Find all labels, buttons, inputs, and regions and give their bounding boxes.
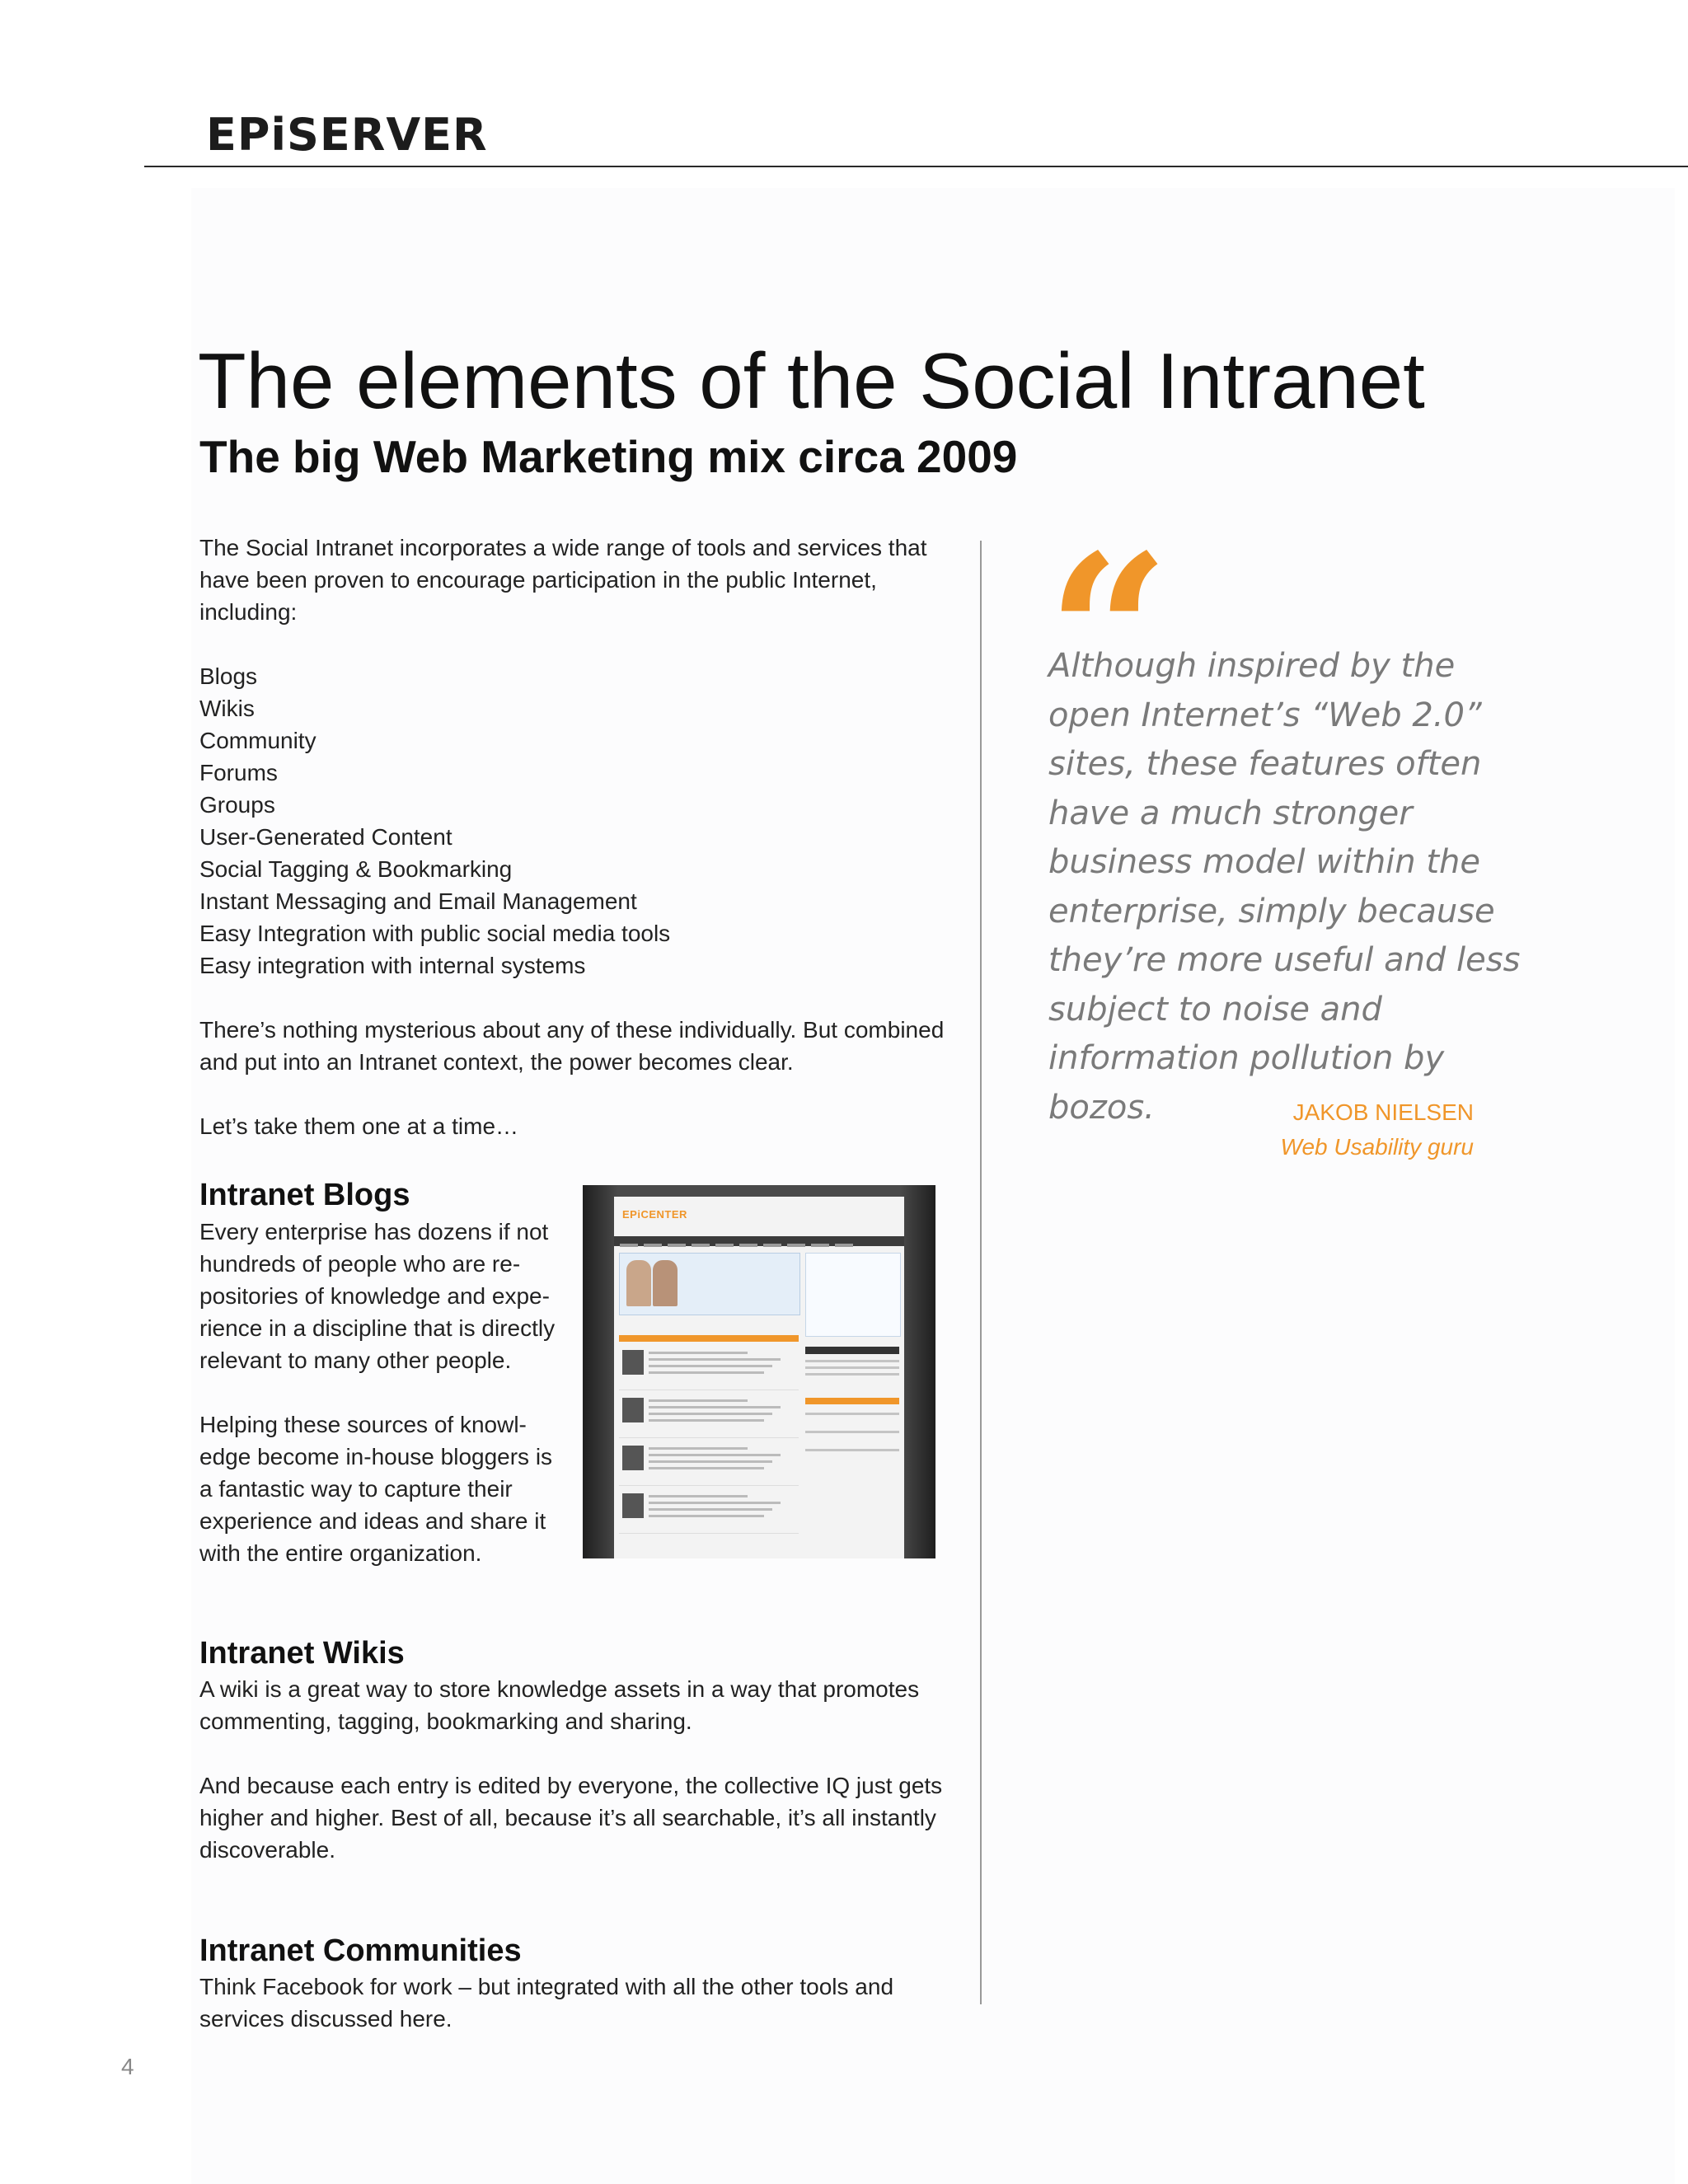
list-item: Blogs — [199, 663, 258, 689]
epicenter-screenshot — [583, 1185, 935, 1558]
intro-text: The Social Intranet incorporates a wide range of tools and services that have been proven to encourage participation in the public Internet, including: — [199, 535, 927, 625]
wikis-paragraph-1: A wiki is a great way to store knowledge assets in a way that promotes commenting, tagging, bookmarking and sharing. — [199, 1676, 920, 1734]
screenshot-sidebar-line — [805, 1413, 899, 1415]
screenshot-section-bar — [619, 1335, 799, 1342]
screenshot-nav — [614, 1236, 904, 1246]
epicenter-logo-prefix: EPi — [622, 1208, 641, 1221]
person-photo — [653, 1260, 678, 1306]
list-item: User-Generated Content — [199, 824, 452, 850]
blogs-heading: Intranet Blogs — [199, 1178, 410, 1212]
screenshot-tag-cloud — [805, 1253, 901, 1337]
list-item: Social Tagging & Bookmarking — [199, 856, 513, 882]
pull-quote: Although inspired by the open Internet’s “Web 2.0” sites, these features often have a much stronger business model within the enterprise, simply because they’re more useful and less subject to noise and information pollution by bozos. — [1048, 647, 1521, 1127]
list-item: Community — [199, 728, 316, 753]
screenshot-page — [614, 1197, 904, 1558]
screenshot-post — [619, 1490, 799, 1534]
list-item: Forums — [199, 760, 278, 785]
feature-list — [199, 660, 670, 982]
list-item: Groups — [199, 792, 275, 818]
blogs-paragraph-1: Every enterprise has dozens if not hundreds of people who are re-positories of knowledge and expe-rience in a discipline that is directly relevant to many other people. — [199, 1219, 556, 1373]
screenshot-sidebar-line — [805, 1373, 899, 1376]
epicenter-logo-suffix: CENTER — [640, 1208, 687, 1221]
screenshot-sidebar-line — [805, 1449, 899, 1451]
epicenter-logo — [622, 1208, 687, 1221]
intro-transition: Let’s take them one at a time… — [199, 1113, 519, 1139]
wikis-paragraph-2: And because each entry is edited by everyone, the collective IQ just gets higher and higher. Best of all, because it’s all searchable, it’s all instantly discoverable. — [199, 1773, 943, 1863]
intro-paragraph: There’s nothing mysterious about any of these individually. But combined and put into an Intranet context, the power becomes clear. — [199, 1017, 945, 1075]
quote-author-role: Web Usability guru — [1280, 1134, 1474, 1160]
list-item: Instant Messaging and Email Management — [199, 888, 637, 914]
communities-heading: Intranet Communities — [199, 1933, 522, 1968]
screenshot-sidebar-line — [805, 1360, 899, 1362]
episerver-logo: EPiSERVER — [206, 109, 488, 161]
person-photo — [626, 1260, 651, 1306]
column-divider — [980, 541, 982, 2004]
page-number: 4 — [121, 2054, 134, 2079]
wikis-heading: Intranet Wikis — [199, 1636, 405, 1671]
list-item: Easy Integration with public social media tools — [199, 921, 671, 946]
screenshot-hero — [619, 1253, 800, 1315]
screenshot-sidebar-line — [805, 1431, 899, 1433]
wikis-body — [199, 1673, 958, 1866]
blogs-paragraph-2: Helping these sources of knowl-edge become in-house bloggers is a fantastic way to capture their experience and ideas and share it with the entire organization. — [199, 1412, 553, 1566]
quote-mark-icon: “ — [1047, 509, 1170, 760]
screenshot-sidebar-line — [805, 1366, 899, 1369]
list-item: Easy integration with internal systems — [199, 953, 586, 978]
header-rule — [144, 166, 1688, 167]
screenshot-sidebar-header — [805, 1347, 899, 1354]
communities-body: Think Facebook for work – but integrated with all the other tools and services discussed here. — [199, 1974, 894, 2032]
screenshot-post — [619, 1347, 799, 1390]
screenshot-post — [619, 1442, 799, 1486]
page-title: The elements of the Social Intranet — [198, 337, 1425, 425]
screenshot-post — [619, 1394, 799, 1438]
screenshot-sidebar-bar — [805, 1398, 899, 1404]
page-subtitle: The big Web Marketing mix circa 2009 — [199, 431, 1018, 482]
list-item: Wikis — [199, 696, 255, 721]
quote-author: JAKOB NIELSEN — [1292, 1099, 1474, 1125]
blogs-body — [199, 1216, 562, 1569]
